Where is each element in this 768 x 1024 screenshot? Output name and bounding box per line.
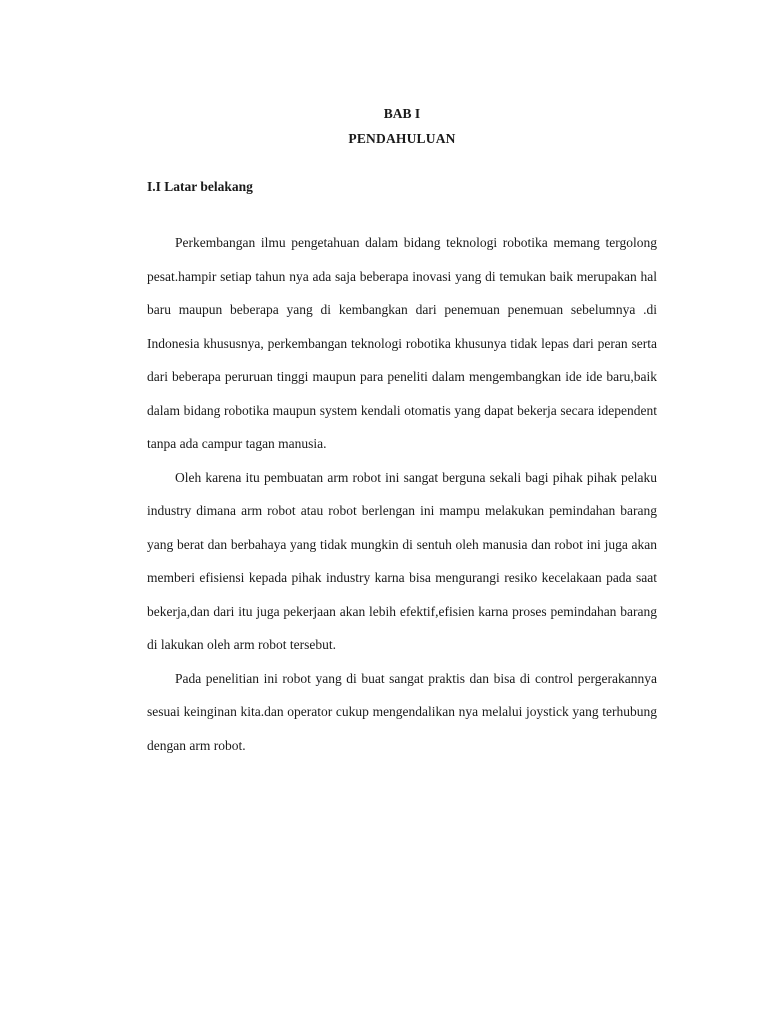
- body-text: [147, 226, 657, 762]
- chapter-title: PENDAHULUAN: [348, 131, 456, 146]
- paragraph-3: Pada penelitian ini robot yang di buat sangat praktis dan bisa di control pergerakannya sesuai keinginan kita.dan operator cukup mengendalikan nya melalui joystick yang terhubung dengan arm robot.: [147, 670, 657, 753]
- chapter-number: BAB I: [383, 106, 421, 121]
- paragraph-1: Perkembangan ilmu pengetahuan dalam bidang teknologi robotika memang tergolong pesat.hampir setiap tahun nya ada saja beberapa inovasi yang di temukan baik merupakan hal baru maupun beberapa yang di kembangkan dari penemuan penemuan sebelumnya .di Indonesia khususnya, perkembangan teknologi robotika khusunya tidak lepas dari peran serta dari beberapa peruruan tinggi maupun para peneliti dalam mengembangkan ide ide baru,baik dalam bidang robotika maupun system kendali otomatis yang dapat bekerja secara idependent tanpa ada campur tagan manusia.: [147, 235, 657, 451]
- section-heading: I.I Latar belakang: [147, 179, 253, 194]
- paragraph-2: Oleh karena itu pembuatan arm robot ini sangat berguna sekali bagi pihak pihak pelaku industry dimana arm robot atau robot berlengan ini mampu melakukan pemindahan barang yang berat dan berbahaya yang tidak mungkin di sentuh oleh manusia dan robot ini juga akan memberi efisiensi kepada pihak industry karna bisa mengurangi resiko kecelakaan pada saat bekerja,dan dari itu juga pekerjaan akan lebih efektif,efisien karna proses pemindahan barang di lakukan oleh arm robot tersebut.: [147, 469, 657, 652]
